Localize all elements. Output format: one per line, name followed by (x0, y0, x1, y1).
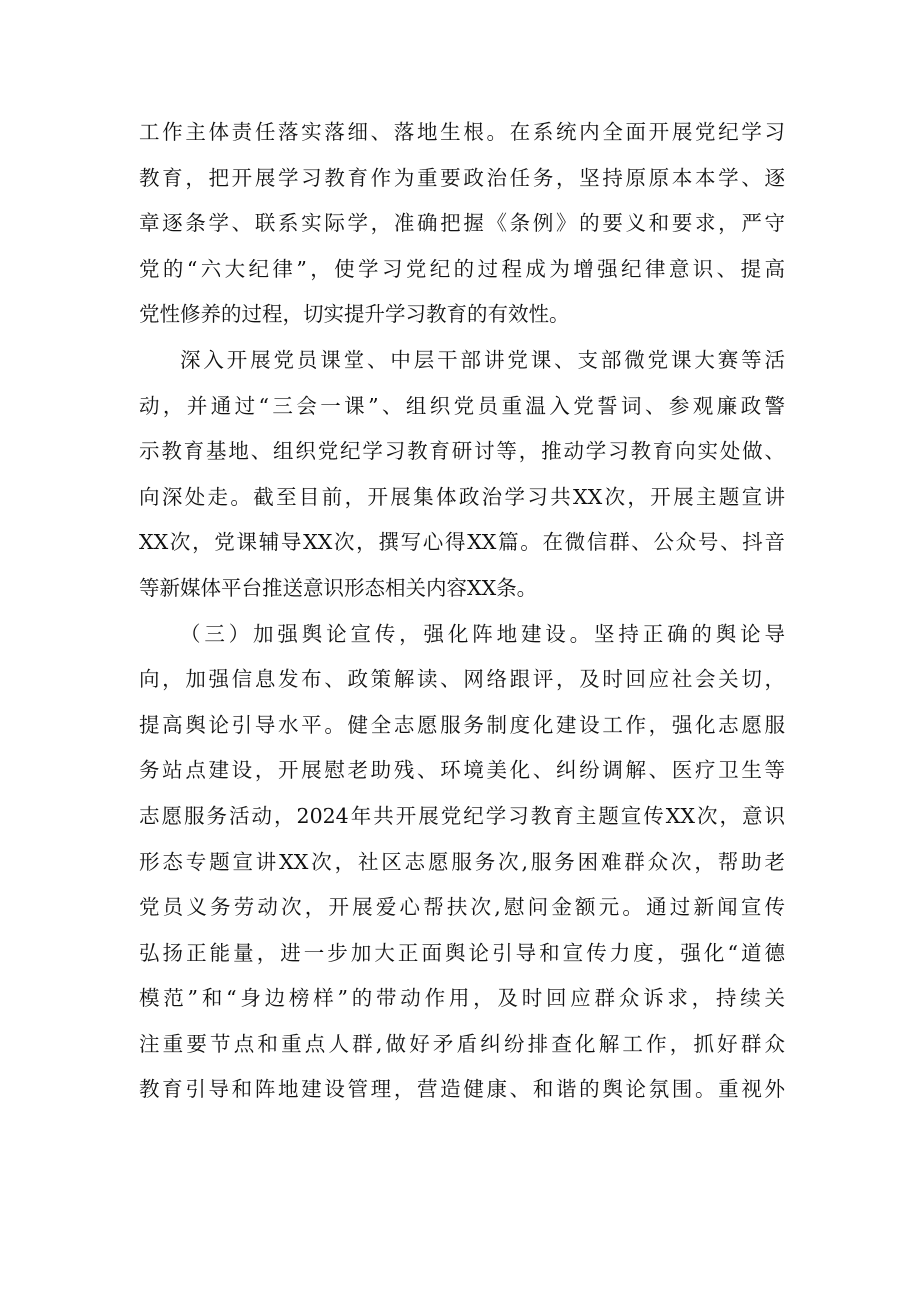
text-line: 章逐条学、联系实际学，准确把握《条例》的要义和要求，严守 (139, 211, 785, 236)
text-line: 示教育基地、组织党纪学习教育研讨等，推动学习教育向实处做、 (139, 439, 785, 464)
paragraph-3 (139, 612, 785, 1114)
text-line: 教育引导和阵地建设管理，营造健康、和谐的舆论氛围。重视外 (139, 1077, 785, 1102)
text-line: 模范”和“身边榜样”的带动作用，及时回应群众诉求，持续关 (139, 986, 785, 1011)
text-line: 形态专题宣讲XX次，社区志愿服务次,服务困难群众次，帮助老 (139, 849, 785, 874)
text-line: 向深处走。截至目前，开展集体政治学习共XX次，开展主题宣讲 (139, 484, 785, 509)
text-line: 向，加强信息发布、政策解读、网络跟评，及时回应社会关切， (139, 667, 785, 692)
text-line: 教育，把开展学习教育作为重要政治任务，坚持原原本本学、逐 (139, 165, 785, 190)
text-line: （三）加强舆论宣传，强化阵地建设。坚持正确的舆论导 (180, 621, 785, 646)
text-line: 党性修养的过程，切实提升学习教育的有效性。 (139, 302, 570, 327)
text-line: 务站点建设，开展慰老助残、环境美化、纠纷调解、医疗卫生等 (139, 758, 785, 783)
text-line: 党的“六大纪律”，使学习党纪的过程成为增强纪律意识、提高 (139, 256, 785, 281)
document-body (139, 110, 785, 1113)
text-line: XX次，党课辅导XX次，撰写心得XX篇。在微信群、公众号、抖音 (139, 530, 785, 555)
paragraph-1 (139, 110, 785, 338)
text-line: 志愿服务活动，2024年共开展党纪学习教育主题宣传XX次，意识 (139, 803, 785, 828)
text-line: 弘扬正能量，进一步加大正面舆论引导和宣传力度，强化“道德 (139, 940, 785, 965)
text-line: 动，并通过“三会一课”、组织党员重温入党誓词、参观廉政警 (139, 393, 785, 418)
text-line: 提高舆论引导水平。健全志愿服务制度化建设工作，强化志愿服 (139, 712, 785, 737)
text-line: 党员义务劳动次，开展爱心帮扶次,慰问金额元。通过新闻宣传 (139, 895, 785, 920)
text-line: 等新媒体平台推送意识形态相关内容XX条。 (139, 575, 538, 600)
paragraph-2 (139, 338, 785, 612)
text-line: 工作主体责任落实落细、落地生根。在系统内全面开展党纪学习 (139, 120, 785, 144)
text-line: 深入开展党员课堂、中层干部讲党课、支部微党课大赛等活 (180, 347, 785, 372)
text-line: 注重要节点和重点人群,做好矛盾纠纷排查化解工作，抓好群众 (139, 1031, 785, 1056)
